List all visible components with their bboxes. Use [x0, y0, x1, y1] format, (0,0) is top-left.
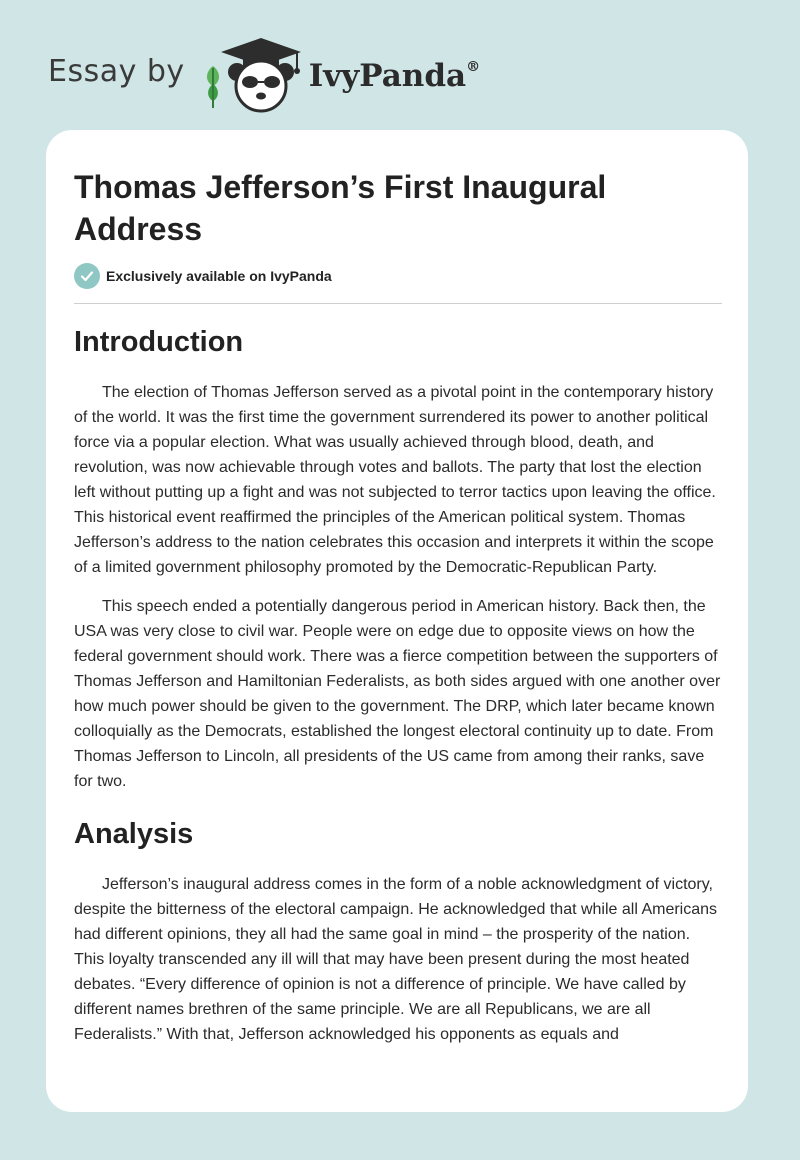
essay-by-label: Essay by — [48, 53, 185, 89]
essay-card — [46, 130, 748, 1112]
paragraph: The election of Thomas Jefferson served as a pivotal point in the contemporary history of the world. It was the first time the government surrendered its power to another political force via a popular election. What was usually achieved through blood, death, and revolution, was now achievable through votes and ballots. The party that lost the election left without putting up a fight and was not subjected to terror tactics upon leaving the office. This historical event reaffirmed the principles of the American political system. Thomas Jefferson’s address to the nation celebrates this occasion and interprets it within the scope of a limited government philosophy promoted by the Democratic-Republican Party. — [74, 384, 716, 576]
paragraph: Jefferson’s inaugural address comes in the form of a noble acknowledgment of victory, despite the bitterness of the electoral campaign. He acknowledged that while all Americans had different opinions, they all had the same goal in mind – the prosperity of the nation. This loyalty transcended any ill will that may have been present during the most heated debates. “Every difference of opinion is not a difference of principle. We have called by different names brethren of the same principle. We are all Republicans, we are all Federalists.” With that, Jefferson acknowledged his opponents as equals and — [74, 876, 718, 1043]
essay-title: Thomas Jefferson’s First Inaugural Address — [74, 169, 607, 247]
exclusive-badge — [74, 263, 332, 289]
panda-mascot-icon — [217, 34, 305, 114]
brand-name: IvyPanda® — [308, 58, 481, 94]
title-divider — [74, 303, 722, 304]
brand-logo[interactable] — [48, 34, 480, 114]
check-icon — [74, 263, 100, 289]
section-heading-analysis: Analysis — [74, 818, 194, 850]
section-heading-introduction: Introduction — [74, 326, 244, 358]
exclusive-badge-text: Exclusively available on IvyPanda — [106, 268, 332, 284]
paragraph: This speech ended a potentially dangerous period in American history. Back then, the USA was very close to civil war. People were on edge due to opposite views on how the federal government should work. There was a fierce competition between the supporters of Thomas Jefferson and Hamiltonian Federalists, as both sides argued with one another over how much power should be given to the government. The DRP, which later became known colloquially as the Democrats, established the longest electoral continuity up to date. From Thomas Jefferson to Lincoln, all presidents of the US came from among their ranks, save for two. — [74, 598, 721, 790]
essay-body — [74, 322, 724, 1061]
trademark-symbol: ® — [466, 58, 481, 75]
